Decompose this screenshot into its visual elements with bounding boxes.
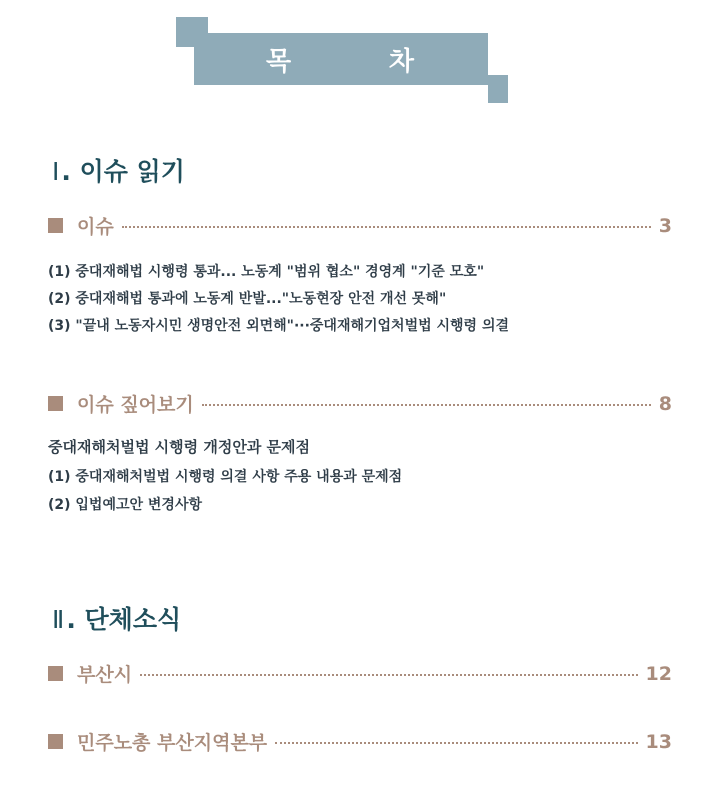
- square-bullet-icon: [48, 396, 63, 411]
- section-heading: [52, 152, 185, 188]
- list-item: (3) "끝내 노동자시민 생명안전 외면해"···중대재해기업처벌법 시행령 의결: [48, 318, 509, 334]
- square-bullet-icon: [48, 218, 63, 233]
- dot-leader: [140, 674, 637, 676]
- list-item: (1) 중대재해처벌법 시행령 의결 사항 주용 내용과 문제점: [48, 469, 403, 485]
- decorative-square: [488, 75, 508, 103]
- toc-entry-page: 8: [658, 392, 672, 415]
- dot-leader: [122, 226, 651, 228]
- section-title: . 이슈 읽기: [61, 157, 185, 186]
- toc-entry-kctu-busan[interactable]: [48, 728, 672, 755]
- toc-entry-label: 민주노총 부산지역본부: [77, 732, 268, 754]
- square-bullet-icon: [48, 734, 63, 749]
- toc-title-char: 목: [266, 46, 294, 77]
- dot-leader: [275, 742, 637, 744]
- section-title: . 단체소식: [66, 605, 182, 634]
- toc-entry-issue-review[interactable]: [48, 390, 672, 417]
- toc-entry-page: 13: [645, 730, 672, 753]
- toc-title-box: [194, 33, 488, 85]
- toc-title-char: 차: [388, 46, 416, 77]
- section-numeral: Ⅱ: [52, 605, 65, 634]
- dot-leader: [202, 404, 651, 406]
- list-item: (2) 입법예고안 변경사항: [48, 497, 203, 513]
- toc-entry-issue[interactable]: [48, 212, 672, 239]
- section-numeral: Ⅰ: [52, 157, 60, 186]
- toc-entry-label: 이슈: [77, 216, 114, 238]
- toc-title: [266, 41, 416, 78]
- square-bullet-icon: [48, 666, 63, 681]
- toc-title-banner: [176, 17, 508, 103]
- toc-entry-label: 부산시: [77, 664, 133, 686]
- toc-entry-page: 3: [658, 214, 672, 237]
- toc-entry-page: 12: [645, 662, 672, 685]
- list-item: (1) 중대재해법 시행령 통과... 노동계 "범위 협소" 경영계 "기준 모호": [48, 264, 485, 280]
- toc-entry-busan-city[interactable]: [48, 660, 672, 687]
- subsection-title: 중대재해처벌법 시행령 개정안과 문제점: [48, 438, 310, 456]
- toc-entry-label: 이슈 짚어보기: [77, 394, 194, 416]
- section-heading: [52, 600, 181, 636]
- list-item: (2) 중대재해법 통과에 노동계 반발..."노동현장 안전 개선 못해": [48, 291, 447, 307]
